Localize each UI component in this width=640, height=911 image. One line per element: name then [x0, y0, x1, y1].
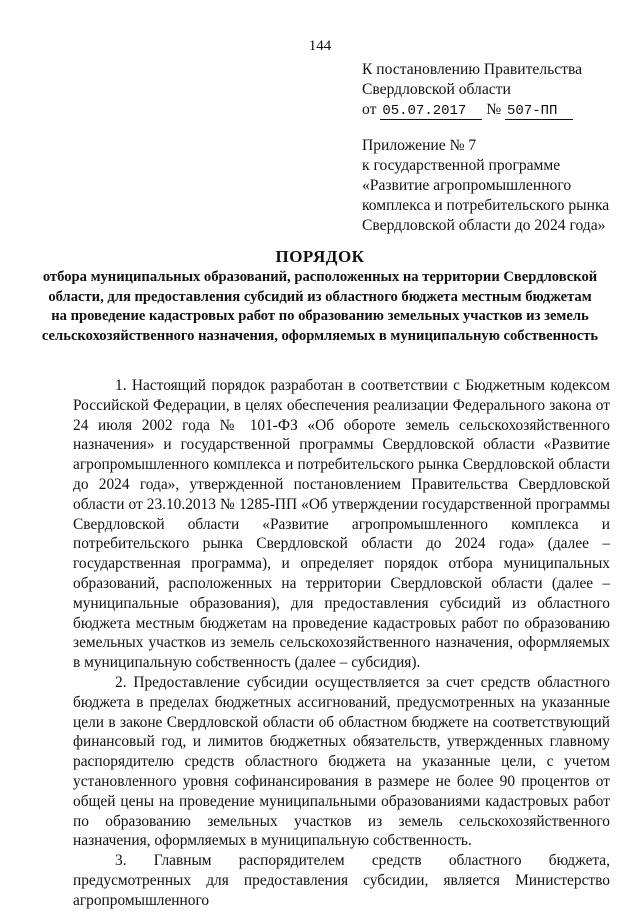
document-heading — [40, 246, 600, 346]
appendix-title: Приложение № 7 — [362, 137, 477, 154]
paragraph-2: 2. Предоставление субсидии осуществляется за счет средств областного бюджета в пределах бюджетных ассигнований, предусмотренных на указанные цели в законе Свердловской области об областном бюджете на соответствующий финансовый год, и лимитов бюджетных обязательств, утвержденных главному распорядителю средств областного бюджета на указанные цели, с учетом установленного уровня софинансирования в размере не более 90 процентов от общей цены на проведение муниципальными образованиями кадастровых работ по образованию земельных участков из земель сельскохозяйственного назначения, оформляемых в муниципальную собственность. — [73, 673, 610, 850]
paragraph-1: 1. Настоящий порядок разработан в соответствии с Бюджетным кодексом Российской Федерации, в целях обеспечения реализации Федерального закона от 24 июля 2002 года № 101-ФЗ «Об обороте земель сельскохозяйственного назначения» и государственной программы Свердловской области «Развитие агропромышленного комплекса и потребительского рынка Свердловской области до 2024 года», утвержденной постановлением Правительства Свердловской области от 23.10.2013 № 1285-ПП «Об утверждении государственной программы Свердловской области «Развитие агропромышленного комплекса и потребительского рынка Свердловской области до 2024 года» (далее – государственная программа), и определяет порядок отбора муниципальных образований, расположенных на территории Свердловской области (далее – муниципальные образования), для предоставления субсидий из областного бюджета местным бюджетам на проведение кадастровых работ по образованию земельных участков из земель сельскохозяйственного назначения, оформляемых в муниципальную собственность (далее – субсидия). — [73, 377, 610, 672]
appendix-line: Свердловской области до 2024 года» — [362, 217, 606, 234]
page-number: 144 — [308, 38, 332, 54]
appendix-block — [362, 136, 632, 236]
document-body — [73, 376, 610, 911]
decree-reference — [362, 60, 622, 120]
decree-ref-line-2: Свердловской области — [362, 81, 511, 98]
decree-date-number-row — [362, 100, 622, 120]
decree-date: 05.07.2017 — [380, 104, 482, 120]
appendix-line: комплекса и потребительского рынка — [362, 197, 610, 214]
date-prefix: от — [362, 101, 377, 118]
decree-number: 507-ПП — [505, 104, 573, 120]
appendix-line: к государственной программе — [362, 157, 561, 174]
document-subtitle: отбора муниципальных образований, расположенных на территории Свердловской области, для предоставления субсидий из областного бюджета местным бюджетам на проведение кадастровых работ по образованию земельных участков из земель сельскохозяйственного назначения, оформляемых в муниципальную собственность — [41, 269, 599, 344]
number-prefix: № — [486, 101, 502, 118]
decree-ref-line-1: К постановлению Правительства — [362, 61, 583, 78]
appendix-line: «Развитие агропромышленного — [362, 177, 572, 194]
document-title: ПОРЯДОК — [275, 247, 365, 266]
paragraph-3: 3. Главным распорядителем средств областного бюджета, предусмотренных для предоставления субсидии, является Министерство агропромышленного — [73, 852, 610, 909]
